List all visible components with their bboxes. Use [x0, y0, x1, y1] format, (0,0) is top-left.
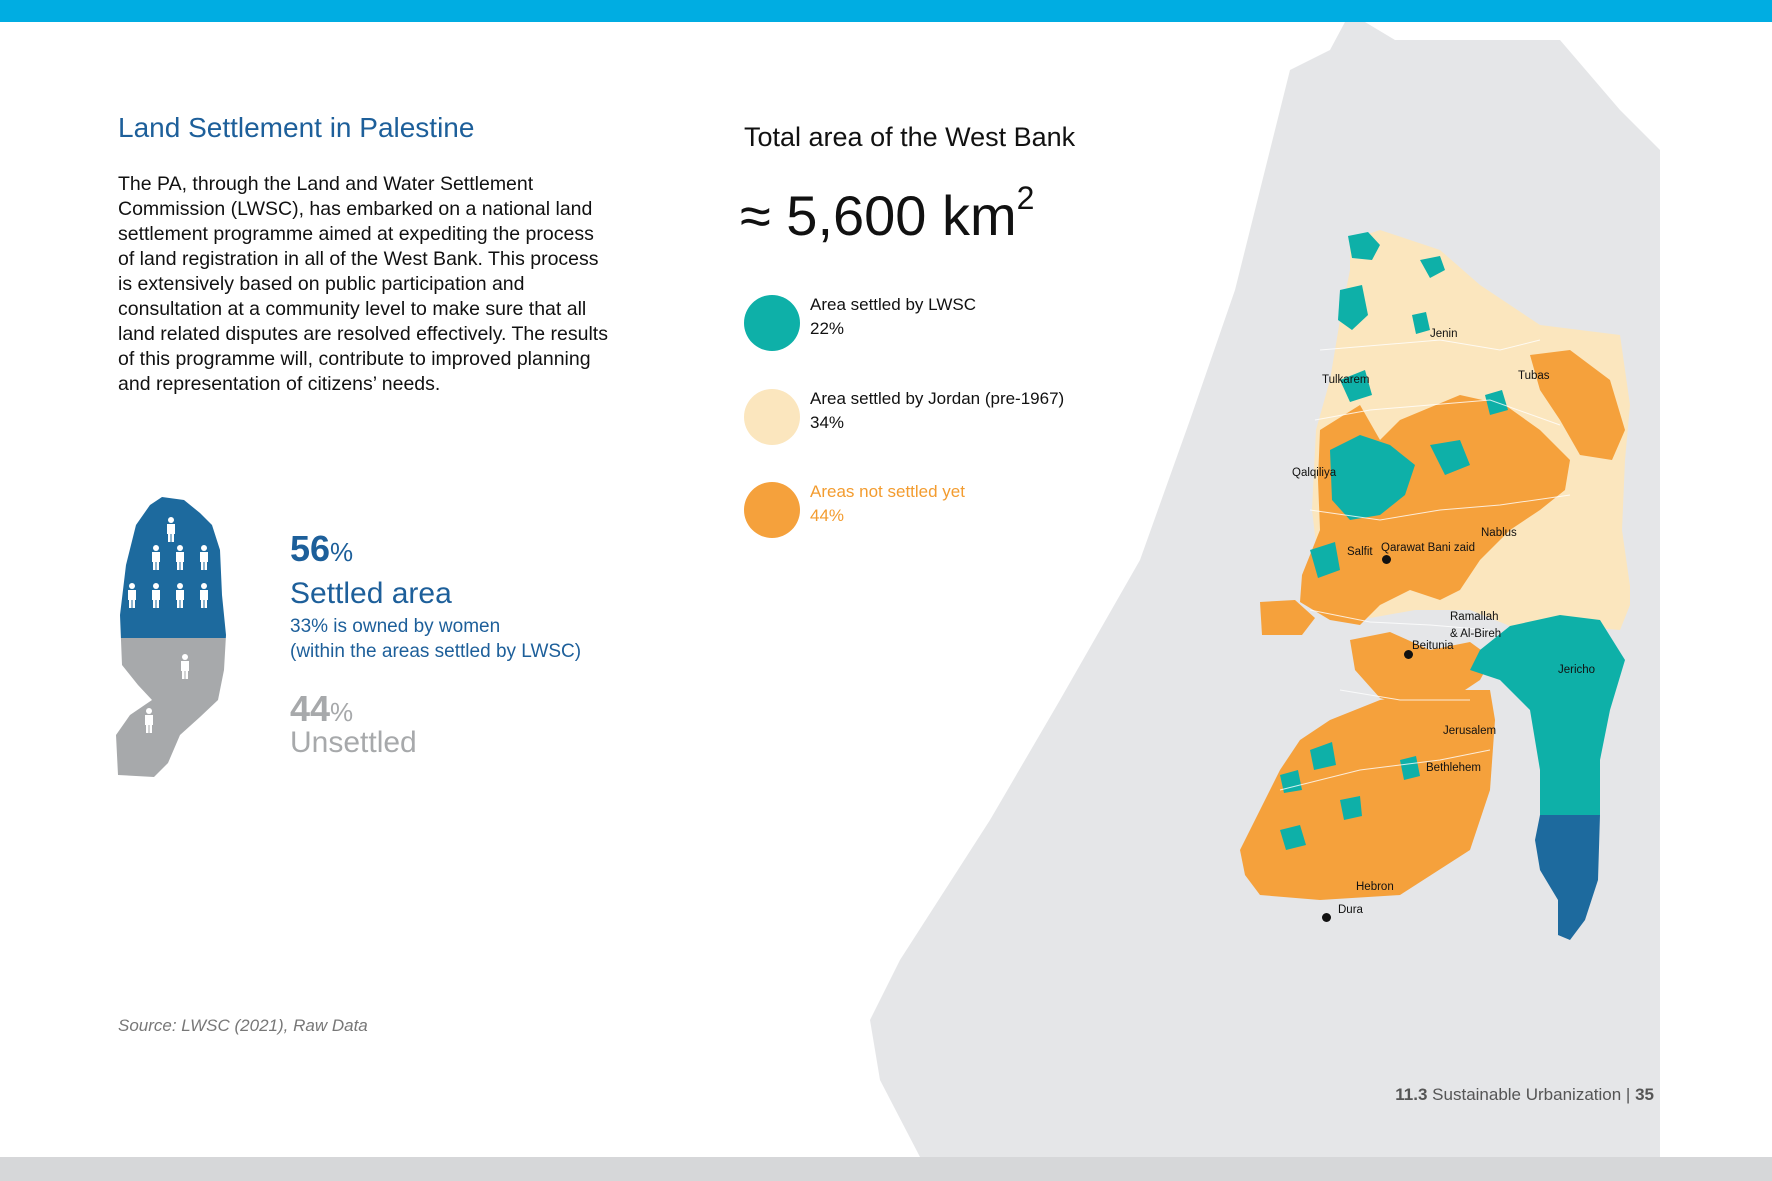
bottom-bar — [0, 1157, 1772, 1181]
city-label-tulkarem: Tulkarem — [1322, 374, 1370, 386]
settled-label: Settled area — [290, 577, 452, 610]
city-label-qalqiliya: Qalqiliya — [1292, 467, 1337, 479]
city-label-bethlehem: Bethlehem — [1426, 762, 1481, 774]
city-label-nablus: Nablus — [1481, 527, 1517, 539]
legend-item-lwsc — [744, 295, 1144, 355]
legend-label-lwsc: Area settled by LWSC — [810, 295, 976, 314]
city-label-dura: Dura — [1338, 904, 1363, 916]
intro-paragraph: The PA, through the Land and Water Settlement Commission (LWSC), has embarked on a national land settlement programme aimed at expediting the process of land registration in all of the West Bank. This process is extensively based on public participation and consultation at a community level to make sure that all land related disputes are resolved effectively. The results of this programme will, contribute to improved planning and representation of citizens’ needs. — [118, 173, 608, 395]
legend-label-unsettled: Areas not settled yet — [810, 482, 965, 501]
total-area-value — [740, 180, 1034, 248]
footer-section-title: Sustainable Urbanization — [1432, 1085, 1622, 1104]
dead-sea — [1535, 815, 1600, 940]
city-label-qarawat-bani-zaid: Qarawat Bani zaid — [1381, 542, 1475, 554]
total-area-text: ≈ 5,600 km — [740, 184, 1017, 247]
settled-note-line2: (within the areas settled by LWSC) — [290, 641, 582, 662]
city-marker-beitunia — [1404, 650, 1413, 659]
city-label-al-bireh: & Al-Bireh — [1450, 628, 1502, 640]
settled-note — [290, 614, 581, 664]
city-label-beitunia: Beitunia — [1412, 640, 1454, 652]
legend-value-jordan: 34% — [810, 413, 845, 432]
settled-note-line1: 33% is owned by women — [290, 616, 501, 637]
footer-separator: | — [1625, 1085, 1631, 1104]
city-marker-dura — [1322, 913, 1331, 922]
legend-item-jordan — [744, 389, 1144, 449]
legend-item-unsettled — [744, 482, 1144, 542]
region-lwsc-south — [1340, 796, 1362, 820]
legend-value-lwsc: 22% — [810, 319, 845, 338]
unsettled-percent-unit: % — [330, 697, 354, 727]
footer-page-number: 35 — [1635, 1085, 1654, 1104]
unsettled-percent-value: 44 — [290, 688, 331, 729]
unsettled-label: Unsettled — [290, 726, 417, 759]
city-label-tubas: Tubas — [1518, 370, 1550, 382]
legend-value-unsettled: 44% — [810, 506, 845, 525]
settled-percent-value: 56 — [290, 528, 331, 569]
legend-swatch-lwsc — [744, 295, 800, 351]
city-marker-qarawat-bani-zaid — [1382, 555, 1391, 564]
page-footer — [1395, 1085, 1654, 1105]
region-not-settled-south — [1240, 690, 1495, 900]
unit-superscript: 2 — [1016, 180, 1035, 216]
city-label-salfit: Salfit — [1347, 546, 1373, 558]
city-label-jenin: Jenin — [1430, 328, 1458, 340]
footer-section-number: 11.3 — [1395, 1085, 1428, 1104]
map-title: Total area of the West Bank — [744, 122, 1076, 152]
settlement-pictogram — [114, 495, 254, 780]
city-label-ramallah: Ramallah — [1450, 611, 1499, 623]
source-note: Source: LWSC (2021), Raw Data — [118, 1016, 368, 1035]
settled-percent-unit: % — [330, 537, 354, 567]
city-label-hebron: Hebron — [1356, 881, 1394, 893]
settled-percent — [290, 528, 353, 570]
legend-swatch-unsettled — [744, 482, 800, 538]
page-title: Land Settlement in Palestine — [118, 112, 475, 143]
legend-label-jordan: Area settled by Jordan (pre-1967) — [810, 389, 1065, 408]
city-label-jericho: Jericho — [1558, 664, 1596, 676]
city-label-jerusalem: Jerusalem — [1443, 725, 1497, 737]
legend-swatch-jordan — [744, 389, 800, 445]
unsettled-percent — [290, 688, 353, 730]
